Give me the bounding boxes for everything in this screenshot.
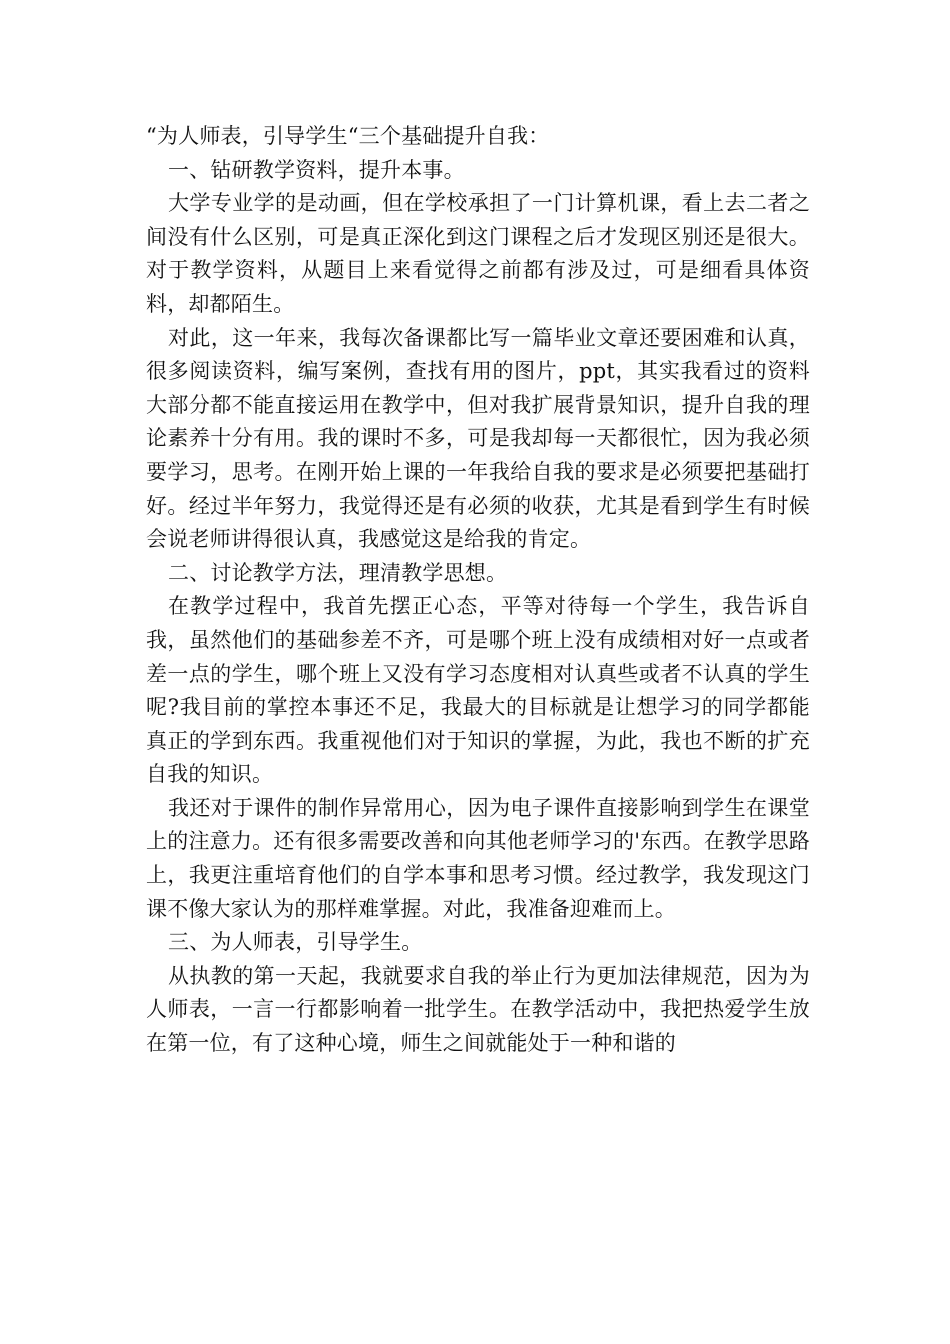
body-paragraph-1: 大学专业学的是动画，但在学校承担了一门计算机课，看上去二者之间没有什么区别，可是真正深化到这门课程之后才发现区别还是很大。对于教学资料，从题目上来看觉得之前都有涉及过，可是细看具体资料，却都陌生。 bbox=[146, 191, 810, 316]
section-heading-1: 一、钻研教学资料，提升本事。 bbox=[168, 157, 465, 182]
section-heading-2: 二、讨论教学方法，理清教学思想。 bbox=[168, 560, 508, 585]
body-paragraph-5: 从执教的第一天起，我就要求自我的举止行为更加法律规范，因为为人师表，一言一行都影响着一批学生。在教学活动中，我把热爱学生放在第一位，有了这种心境，师生之间就能处于一种和谐的 bbox=[146, 963, 810, 1056]
intro-line: “为人师表，引导学生“三个基础提升自我： bbox=[146, 124, 550, 148]
body-paragraph-4: 我还对于课件的制作异常用心，因为电子课件直接影响到学生在课堂上的注意力。还有很多需要改善和向其他老师学习的'东西。在教学思路上，我更注重培育他们的自学本事和思考习惯。经过教学，我发现这门课不像大家认为的那样难掌握。对此，我准备迎难而上。 bbox=[146, 795, 810, 921]
body-paragraph-3: 在教学过程中，我首先摆正心态，平等对待每一个学生，我告诉自我，虽然他们的基础参差不齐，可是哪个班上没有成绩相对好一点或者差一点的学生，哪个班上又没有学习态度相对认真些或者不认真的学生呢?我目前的掌控本事还不足，我最大的目标就是让想学习的同学都能真正的学到东西。我重视他们对于知识的掌握，为此，我也不断的扩充自我的知识。 bbox=[146, 594, 810, 787]
document-page bbox=[146, 120, 810, 1061]
body-paragraph-2: 对此，这一年来，我每次备课都比写一篇毕业文章还要困难和认真，很多阅读资料，编写案例，查找有用的图片，ppt，其实我看过的资料大部分都不能直接运用在教学中，但对我扩展背景知识，提升自我的理论素养十分有用。我的课时不多，可是我却每一天都很忙，因为我必须要学习，思考。在刚开始上课的一年我给自我的要求是必须要把基础打好。经过半年努力，我觉得还是有必须的收获，尤其是看到学生有时候会说老师讲得很认真，我感觉这是给我的肯定。 bbox=[146, 325, 810, 552]
section-heading-3: 三、为人师表，引导学生。 bbox=[168, 930, 423, 955]
